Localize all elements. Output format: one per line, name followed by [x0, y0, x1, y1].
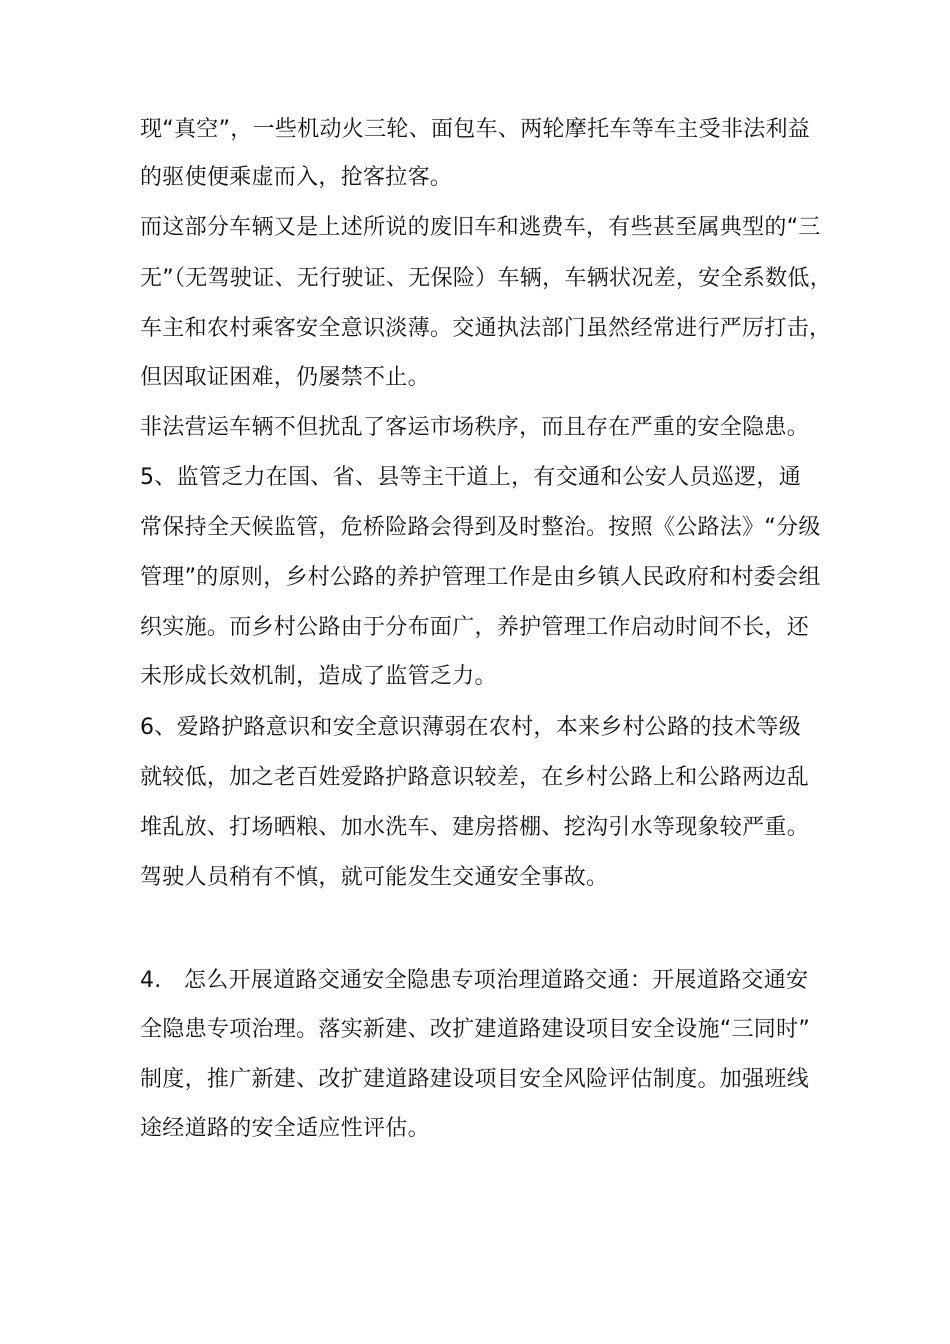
text-line: 织实施。而乡村公路由于分布面广，养护管理工作启动时间不长，还 [140, 615, 810, 640]
text-line: 非法营运车辆不但扰乱了客运市场秩序，而且存在严重的安全隐患。 [140, 415, 810, 440]
text-line: 堆乱放、打场晒粮、加水洗车、建房搭棚、挖沟引水等现象较严重。 [140, 815, 810, 840]
text-line: 现“真空”，一些机动火三轮、面包车、两轮摩托车等车主受非法利益 [140, 117, 811, 142]
text-line: 车主和农村乘客安全意识淡薄。交通执法部门虽然经常进行严厉打击， [140, 316, 832, 341]
text-line: 的驱使便乘虚而入，抢客拉客。 [140, 165, 453, 190]
text-line: 途经道路的安全适应性评估。 [140, 1116, 430, 1141]
text-line: 未形成长效机制，造成了监管乏力。 [140, 664, 497, 689]
text-line: 但因取证困难，仍屡禁不止。 [140, 365, 430, 390]
text-line: 制度，推广新建、改扩建道路建设项目安全风险评估制度。加强班线 [140, 1067, 810, 1092]
text-line: 而这部分车辆又是上述所说的废旧车和逃费车，有些甚至属典型的“三 [140, 215, 821, 240]
text-line: 管理”的原则，乡村公路的养护管理工作是由乡镇人民政府和村委会组 [140, 565, 821, 590]
text-line: 无”（无驾驶证、无行驶证、无保险）车辆，车辆状况差，安全系数低， [140, 266, 832, 291]
text-line: 全隐患专项治理。落实新建、改扩建道路建设项目安全设施“三同时” [140, 1017, 811, 1042]
text-line: 就较低，加之老百姓爱路护路意识较差，在乡村公路上和公路两边乱 [140, 765, 810, 790]
text-line: 6、爱路护路意识和安全意识薄弱在农村，本来乡村公路的技术等级 [140, 715, 801, 740]
text-line: 驾驶人员稍有不慎，就可能发生交通安全事故。 [140, 865, 609, 890]
text-line: 5、监管乏力在国、省、县等主干道上，有交通和公安人员巡逻，通 [140, 465, 801, 490]
text-line: 常保持全天候监管，危桥险路会得到及时整治。按照《公路法》“分级 [140, 515, 821, 540]
text-line: 4. 怎么开展道路交通安全隐患专项治理道路交通：开展道路交通安 [140, 968, 809, 993]
